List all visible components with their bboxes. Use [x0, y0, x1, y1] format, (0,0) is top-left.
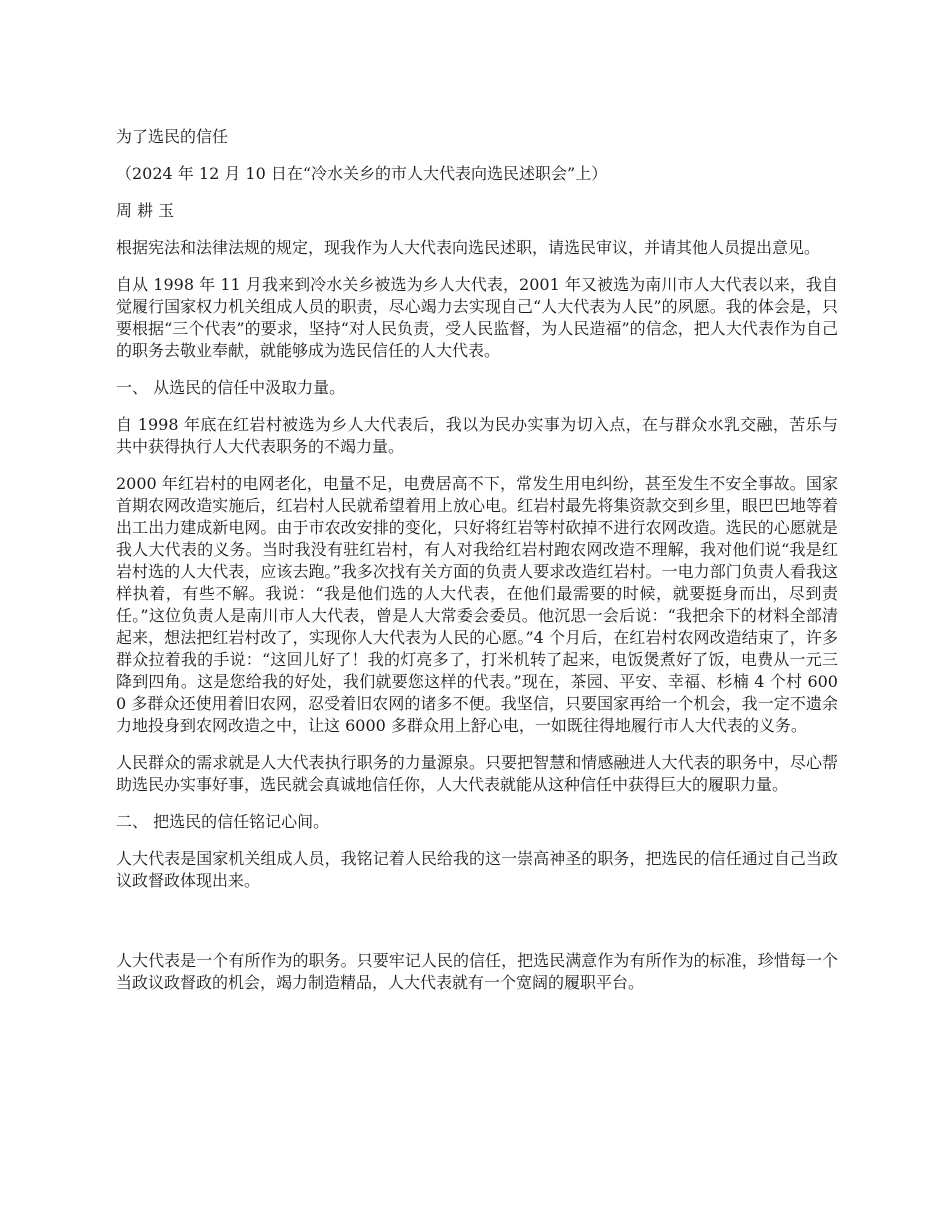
paragraph-section2-intro: 人大代表是国家机关组成人员，我铭记着人民给我的这一崇高神圣的职务，把选民的信任通过自己当政议政督政体现出来。 — [116, 849, 838, 890]
section-heading-2: 二、 把选民的信任铭记心间。 — [116, 812, 330, 831]
paragraph-section1-intro: 自 1998 年底在红岩村被选为乡人大代表后，我以为民办实事为切入点，在与群众水乳交融，苦乐与共中获得执行人大代表职务的不竭力量。 — [116, 415, 838, 456]
document-title: 为了选民的信任 — [116, 127, 229, 146]
section-heading-1: 一、 从选民的信任中汲取力量。 — [116, 378, 346, 397]
paragraph-background: 自从 1998 年 11 月我来到冷水关乡被选为乡人大代表，2001 年又被选为南川市人大代表以来，我自觉履行国家权力机关组成人员的职责，尽心竭力去实现自己“人大代表为人民”的夙愿。我的体会是，只要根据“三个代表”的要求，坚持“对人民负责，受人民监督，为人民造福”的信念，把人大代表作为自己的职务去敬业奉献，就能够成为选民信任的人大代表。 — [116, 275, 838, 360]
paragraph-section1-story: 2000 年红岩村的电网老化，电量不足，电费居高不下，常发生用电纠纷，甚至发生不安全事故。国家首期农网改造实施后，红岩村人民就希望着用上放心电。红岩村最先将集资款交到乡里，眼巴巴地等着出工出力建成新电网。由于市农改安排的变化，只好将红岩等村砍掉不进行农网改造。选民的心愿就是我人大代表的义务。当时我没有驻红岩村，有人对我给红岩村跑农网改造不理解，我对他们说“我是红岩村选的人大代表，应该去跑。”我多次找有关方面的负责人要求改造红岩村。一电力部门负责人看我这样执着，有些不解。我说：“我是他们选的人大代表，在他们最需要的时候，就要挺身而出，尽到责任。”这位负责人是南川市人大代表，曾是人大常委会委员。他沉思一会后说：“我把余下的材料全部清起来，想法把红岩村改了，实现你人大代表为人民的心愿。”4 个月后，在红岩村农网改造结束了，许多群众拉着我的手说：“这回儿好了！我的灯亮多了，打米机转了起来，电饭煲煮好了饭，电费从一元三降到四角。这是您给我的好处，我们就要您这样的代表。”现在，茶园、平安、幸福、杉楠 4 个村 6000 多群众还使用着旧农网，忍受着旧农网的诸多不便。我坚信，只要国家再给一个机会，我一定不遗余力地投身到农网改造之中，让这 6000 多群众用上舒心电，一如既往得地履行市人大代表的义务。 — [116, 474, 838, 735]
document-author: 周 耕 玉 — [116, 201, 175, 220]
paragraph-intro: 根据宪法和法律法规的规定，现我作为人大代表向选民述职，请选民审议，并请其他人员提出意见。 — [116, 238, 821, 257]
paragraph-section2-body: 人大代表是一个有所作为的职务。只要牢记人民的信任，把选民满意作为有所作为的标准，珍惜每一个当政议政督政的机会，竭力制造精品，人大代表就有一个宽阔的履职平台。 — [116, 951, 838, 992]
document-page — [116, 126, 838, 994]
paragraph-section1-summary: 人民群众的需求就是人大代表执行职务的力量源泉。只要把智慧和情感融进人大代表的职务中，尽心帮助选民办实事好事，选民就会真诚地信任你，人大代表就能从这种信任中获得巨大的履职力量。 — [116, 753, 838, 794]
document-subtitle: （2024 年 12 月 10 日在“冷水关乡的市人大代表向选民述职会”上） — [116, 164, 608, 183]
